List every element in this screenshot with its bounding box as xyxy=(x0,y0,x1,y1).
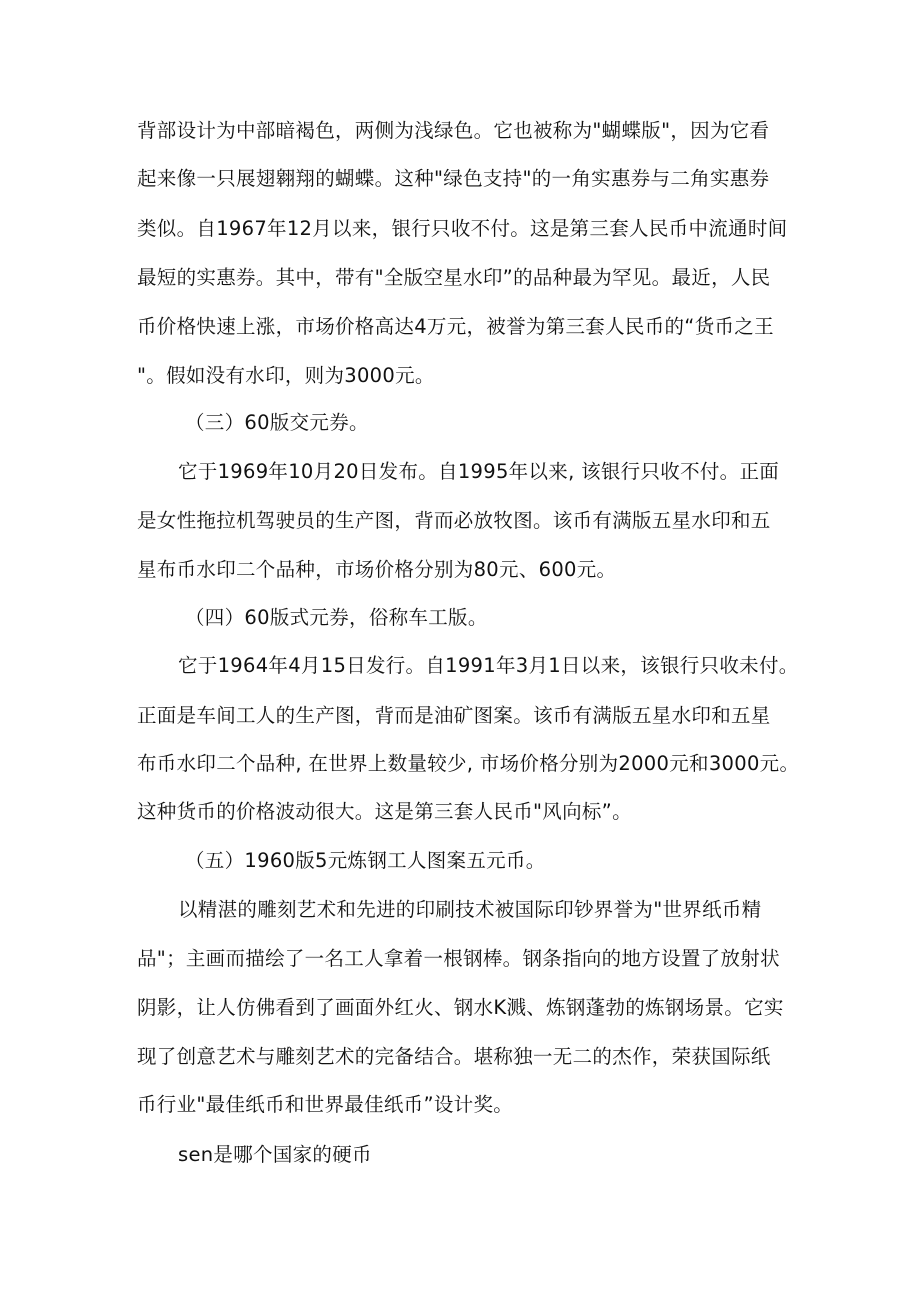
text-line: 最短的实惠券。其中，带有"全版空星水印”的品种最为罕见。最近，人民 xyxy=(137,266,771,289)
text-line: 以精湛的雕刻艺术和先进的印刷技术被国际印钞界誉为"世界纸币精 xyxy=(178,898,762,921)
text-line: 背部设计为中部暗褐色，两侧为浅绿色。它也被称为"蝴蝶版"，因为它看 xyxy=(137,119,770,142)
section-heading: （三）60版交元券。 xyxy=(185,411,369,434)
section-heading: （四）60版式元券，俗称车工版。 xyxy=(185,606,488,629)
text-line: 现了创意艺术与雕刻艺术的完备结合。堪称独一无二的杰作，荣获国际纸 xyxy=(137,1045,771,1068)
text-line: 阴影，让人仿佛看到了画面外红火、钢水K溅、炼钢蓬勃的炼钢场景。它实 xyxy=(137,996,784,1019)
text-line: 它于1964年4月15日发行。自1991年3月1日以来，该银行只收未付。 xyxy=(178,654,799,677)
text-line: 品"；主画而描绘了一名工人拿着一根钢棒。钢条指向的地方设置了放射状 xyxy=(137,947,780,970)
text-line: 布币水印二个品种, 在世界上数量较少, 市场价格分别为2000元和3000元。 xyxy=(137,752,800,775)
text-line: 这种货币的价格波动很大。这是第三套人民币"风向标”。 xyxy=(137,800,632,823)
text-line: 币价格快速上涨，市场价格高达4万元，被誉为第三套人民币的“货币之王 xyxy=(137,315,774,338)
text-line: 类似。自1967年12月以来，银行只收不付。这是第三套人民币中流通时间 xyxy=(137,217,788,240)
text-line: 是女性拖拉机驾驶员的生产图，背而必放牧图。该币有满版五星水印和五 xyxy=(137,509,771,532)
text-line: 正面是车间工人的生产图，背而是油矿图案。该币有满版五星水印和五星 xyxy=(137,704,771,727)
section-heading: （五）1960版5元炼钢工人图案五元币。 xyxy=(185,849,546,872)
text-line: 它于1969年10月20日发布。自1995年以来, 该银行只收不付。正面 xyxy=(178,460,780,483)
text-line: 星布币水印二个品种，市场价格分别为80元、600元。 xyxy=(137,558,617,581)
text-line: "。假如没有水印，则为3000元。 xyxy=(137,364,435,387)
section-heading: sen是哪个国家的硬币 xyxy=(178,1143,372,1166)
text-line: 起来像一只展翅翱翔的蝴蝶。这种"绿色支持"的一角实惠券与二角实惠券 xyxy=(137,167,770,190)
text-line: 币行业"最佳纸币和世界最佳纸币”设计奖。 xyxy=(137,1093,514,1116)
